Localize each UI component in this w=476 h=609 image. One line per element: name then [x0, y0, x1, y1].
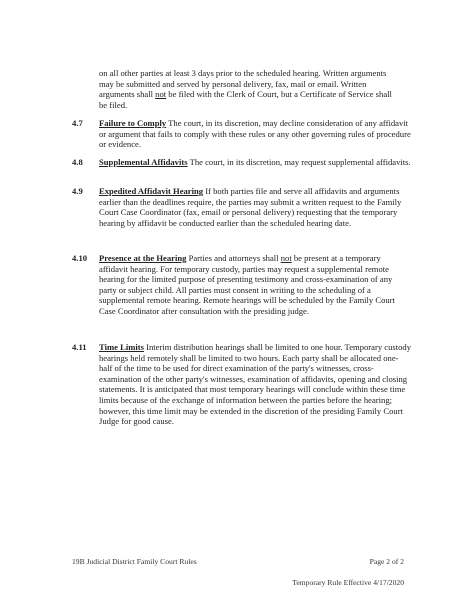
section-body — [99, 157, 411, 168]
section-number: 4.9 — [72, 186, 83, 196]
section-text: The court, in its discretion, may request supplemental affidavits. — [187, 157, 411, 167]
section-text: Interim distribution hearings shall be limited to one hour. Temporary custody hearings held remotely shall be limited to two hours. Each party shall be allocated one-half of the time to be used for direct examination of the party's witnesses, cross-examination of the other party's witnesses, examination of affidavits, opening and closing statements. It is anticipated that most temporary hearings will conclude within these time limits because of the exchange of information between the parties before the hearing; however, this time limit may be extended in the discretion of the presiding Family Court Judge for good cause. — [99, 342, 411, 427]
section-text: The court, in its discretion, may decline consideration of any affidavit or argument that fails to comply with these rules or any other governing rules of procedure or evidence. — [99, 118, 411, 150]
section-heading: Presence at the Hearing — [99, 253, 187, 263]
section-heading: Time Limits — [99, 342, 144, 352]
intro-text-part-2: be filed with the Clerk of Court, but a Certificate of Service shall be filed. — [99, 89, 392, 110]
section-number: 4.10 — [72, 253, 88, 263]
section-body — [99, 342, 411, 427]
section-text: If both parties file and serve all affidavits and arguments earlier than the deadlines require, the parties may submit a written request to the Family Court Case Coordinator (fax, email or personal delivery) requesting that the temporary hearing by affidavit be conducted earlier than the scheduled hearing date. — [99, 186, 402, 228]
section-number: 4.7 — [72, 118, 83, 128]
section-heading: Expedited Affidavit Hearing — [99, 186, 204, 196]
section-body — [99, 118, 411, 150]
intro-not-emphasis: not — [155, 89, 167, 100]
section-heading: Supplemental Affidavits — [99, 157, 188, 167]
section-number: 4.8 — [72, 157, 83, 167]
section-text-part-1: Parties and attorneys shall — [186, 253, 281, 263]
footer-effective-date: Temporary Rule Effective 4/17/2020 — [292, 578, 404, 587]
footer-page-number: Page 2 of 2 — [369, 557, 404, 566]
intro-paragraph — [99, 68, 399, 110]
section-body — [99, 186, 411, 228]
section-body — [99, 253, 411, 317]
intro-text-part-1: on all other parties at least 3 days prior to the scheduled hearing. Written arguments may be submitted and served by personal delivery, fax, mail or email. Written arguments shall — [99, 68, 387, 100]
section-text-part-2: be present at a temporary affidavit hearing. For temporary custody, parties may request a supplemental remote hearing for the limited purpose of presenting testimony and cross-examination of any party or subject child. All parties must consent in writing to the scheduling of a supplemental remote hearing. Remote hearings will be scheduled by the Family Court Case Coordinator after consultation with the presiding judge. — [99, 253, 395, 316]
section-number: 4.11 — [72, 342, 87, 352]
footer-court-rules: 19B Judicial District Family Court Rules — [72, 557, 197, 566]
section-not-emphasis: not — [280, 253, 292, 263]
section-heading: Failure to Comply — [99, 118, 167, 128]
